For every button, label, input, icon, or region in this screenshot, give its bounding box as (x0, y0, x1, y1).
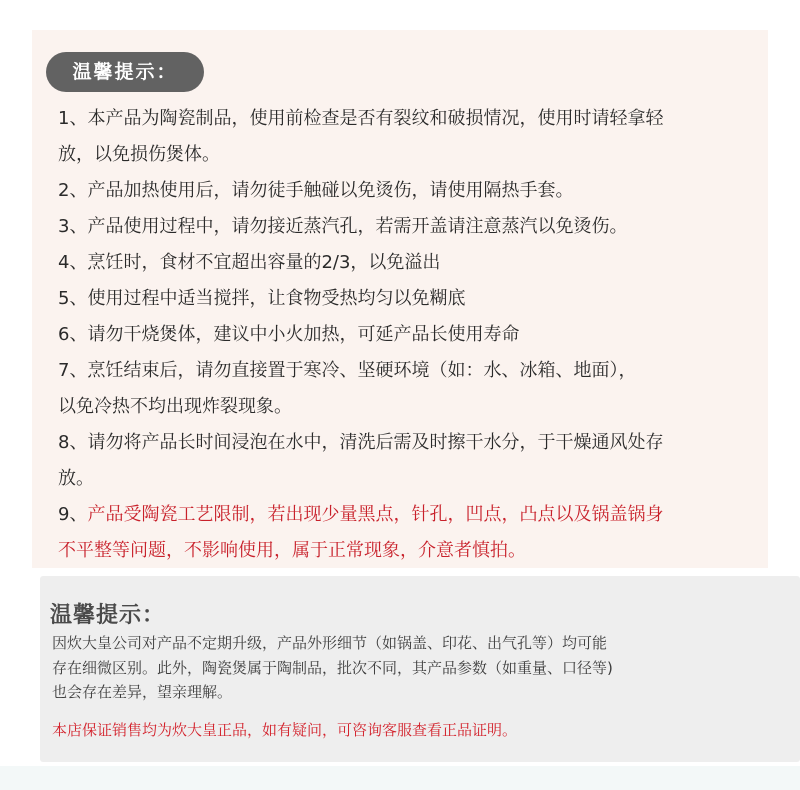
tip-item-9-cont: 不平整等问题，不影响使用，属于正常现象，介意者慎拍。 (58, 540, 526, 561)
tips-list (58, 101, 758, 569)
tip-item-6: 6、请勿干烧煲体，建议中小火加热，可延产品长使用寿命 (58, 324, 520, 345)
notice-line-1: 因炊大皇公司对产品不定期升级，产品外形细节（如锅盖、印花、出气孔等）均可能 (52, 634, 608, 652)
notice-line-3: 也会存在差异，望亲理解。 (52, 683, 233, 701)
tips-title-pill: 温馨提示： (46, 52, 204, 92)
tip-item-1-cont: 放，以免损伤煲体。 (58, 144, 220, 165)
tip-item-3: 3、产品使用过程中，请勿接近蒸汽孔，若需开盖请注意蒸汽以免烫伤。 (58, 216, 628, 237)
tip-item-2: 2、产品加热使用后，请勿徒手触碰以免烫伤，请使用隔热手套。 (58, 180, 574, 201)
tip-item-5: 5、使用过程中适当搅拌，让食物受热均匀以免糊底 (58, 288, 466, 309)
authenticity-notice: 本店保证销售均为炊大皇正品，如有疑问，可咨询客服查看正品证明。 (52, 721, 518, 739)
tip-item-1: 1、本产品为陶瓷制品，使用前检查是否有裂纹和破损情况，使用时请轻拿轻 (58, 108, 664, 129)
tip-item-4: 4、烹饪时，食材不宜超出容量的2/3，以免溢出 (58, 252, 441, 273)
bottom-strip (0, 766, 800, 790)
tip-item-7-cont: 以免冷热不均出现炸裂现象。 (58, 396, 292, 417)
tip-item-8-cont: 放。 (58, 468, 94, 489)
notice-title: 温馨提示： (50, 603, 166, 628)
notice-text (52, 631, 772, 705)
tip-item-9: 9、产品受陶瓷工艺限制，若出现少量黑点，针孔，凹点，凸点以及锅盖锅身 (58, 504, 664, 525)
tip-item-7: 7、烹饪结束后，请勿直接置于寒冷、坚硬环境（如：水、冰箱、地面）， (58, 360, 637, 381)
notice-line-2: 存在细微区别。此外，陶瓷煲属于陶制品，批次不同，其产品参数（如重量、口径等) (52, 658, 613, 677)
tip-item-8: 8、请勿将产品长时间浸泡在水中，清洗后需及时擦干水分，于干燥通风处存 (58, 432, 664, 453)
